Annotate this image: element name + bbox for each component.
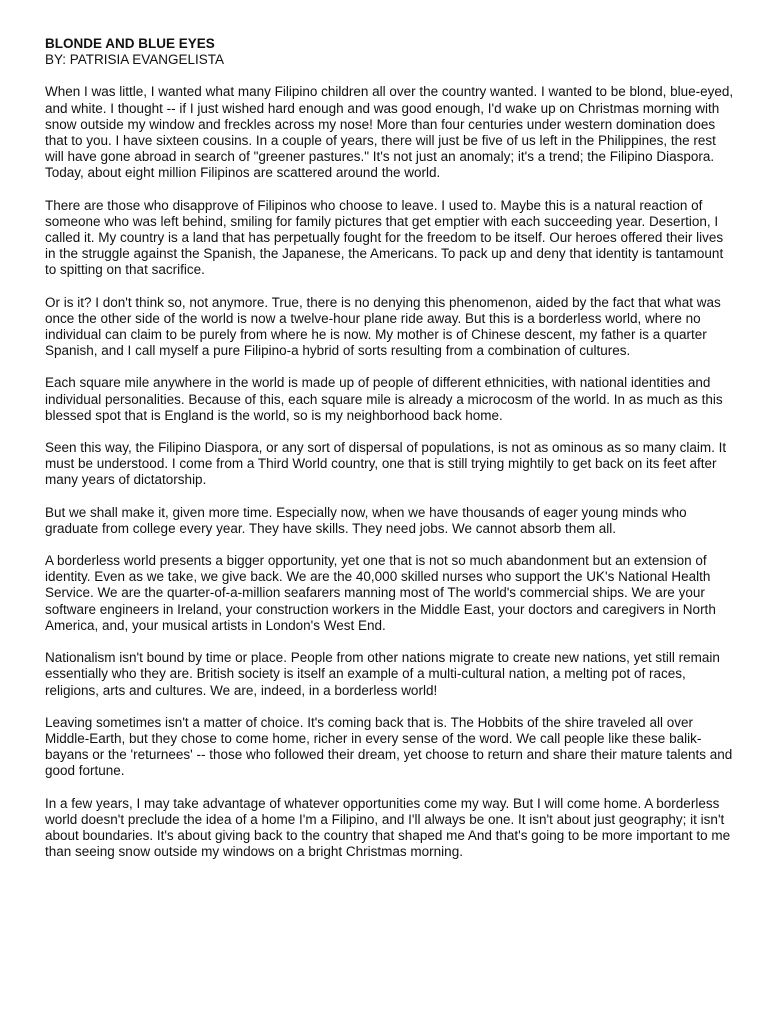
document-page	[45, 36, 735, 876]
paragraph-2: There are those who disapprove of Filipinos who choose to leave. I used to. Maybe this is a natural reaction of someone who was left behind, smiling for family pictures that get emptier with each succeeding year. Desertion, I called it. My country is a land that has perpetually fought for the freedom to be itself. Our heroes offered their lives in the struggle against the Spanish, the Japanese, the Americans. To pack up and deny that identity is tantamount to spitting on that sacrifice.	[45, 197, 724, 278]
paragraph-10: In a few years, I may take advantage of whatever opportunities come my way. But I will come home. A borderless world doesn't preclude the idea of a home I'm a Filipino, and I'll always be one. It isn't about just geography; it isn't about boundaries. It's about giving back to the country that shaped me And that's going to be more important to me than seeing snow outside my windows on a bright Christmas morning.	[45, 795, 731, 860]
paragraph-5: Seen this way, the Filipino Diaspora, or any sort of dispersal of populations, is not as ominous as so many claim. It must be understood. I come from a Third World country, one that is still trying mightily to get back on its feet after many years of dictatorship.	[45, 440, 727, 488]
paragraph-7: A borderless world presents a bigger opportunity, yet one that is not so much abandonment but an extension of identity. Even as we take, we give back. We are the 40,000 skilled nurses who support the UK's National Health Service. We are the quarter-of-a-million seafarers manning most of The world's commercial ships. We are your software engineers in Ireland, your construction workers in the Middle East, your doctors and caregivers in North America, and, your musical artists in London's West End.	[45, 553, 716, 633]
document-title: BLONDE AND BLUE EYES	[45, 36, 215, 51]
paragraph-3: Or is it? I don't think so, not anymore. True, there is no denying this phenomenon, aided by the fact that what was once the other side of the world is now a twelve-hour plane ride away. But this is a borderless world, where no individual can claim to be purely from where he is now. My mother is of Chinese descent, my father is a quarter Spanish, and I call myself a pure Filipino-a hybrid of sorts resulting from a combination of cultures.	[45, 294, 721, 359]
paragraph-9: Leaving sometimes isn't a matter of choice. It's coming back that is. The Hobbits of the shire traveled all over Middle-Earth, but they chose to come home, richer in every sense of the word. We call people like these balik-bayans or the 'returnees' -- those who followed their dream, yet choose to return and share their mature talents and good fortune.	[45, 714, 733, 779]
paragraph-6: But we shall make it, given more time. Especially now, when we have thousands of eager young minds who graduate from college every year. They have skills. They need jobs. We cannot absorb them all.	[45, 504, 687, 536]
paragraph-1: When I was little, I wanted what many Filipino children all over the country wanted. I wanted to be blond, blue-eyed, and white. I thought -- if I just wished hard enough and was good enough, I'd wake up on Christmas morning with snow outside my window and freckles across my nose! More than four centuries under western domination does that to you. I have sixteen cousins. In a couple of years, there will just be five of us left in the Philippines, the rest will have gone abroad in search of "greener pastures." It's not just an anomaly; it's a trend; the Filipino Diaspora. Today, about eight million Filipinos are scattered around the world.	[45, 84, 734, 181]
paragraph-8: Nationalism isn't bound by time or place. People from other nations migrate to create new nations, yet still remain essentially who they are. British society is itself an example of a multi-cultural nation, a melting pot of races, religions, arts and cultures. We are, indeed, in a borderless world!	[45, 650, 720, 698]
document-byline: BY: PATRISIA EVANGELISTA	[45, 52, 225, 68]
paragraph-4: Each square mile anywhere in the world is made up of people of different ethnicities, with national identities and individual personalities. Because of this, each square mile is already a microcosm of the world. In as much as this blessed spot that is England is the world, so is my neighborhood back home.	[45, 375, 723, 423]
